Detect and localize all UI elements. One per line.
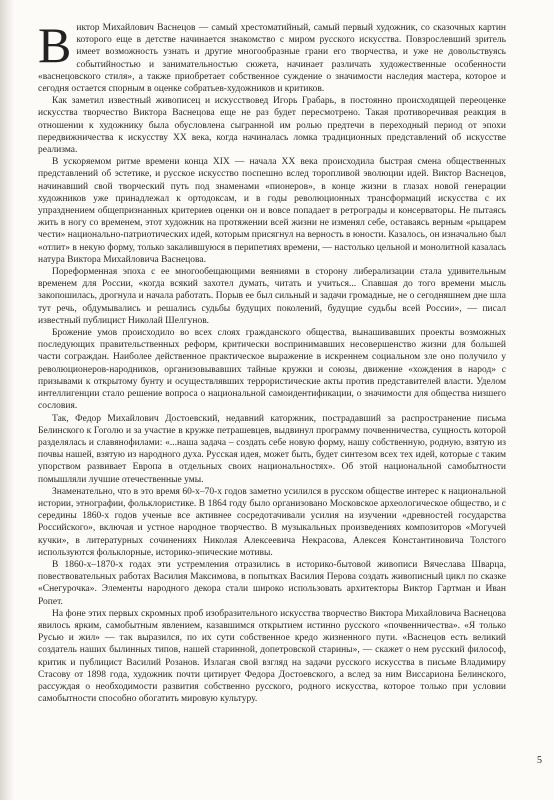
- paragraph-text: иктор Михайлович Васнецов — самый хрестоматийный, самый первый художник, со сказочных картин которого еще в детстве начинается знакомство с миром русского искусства. Повзрослевший зритель имеет возможность узнать и другие многообразные грани его творчества, и уже не довольствуясь событийностью и занимательностью сюжета, начинает различать художественные особенности «васнецовского стиля», а также приобретает собственное суждение о значимости наследия мастера, которое и сегодня остается спорным в оценке собратьев-художников и критиков.: [38, 23, 506, 95]
- paragraph-6: Так, Федор Михайлович Достоевский, недавний каторжник, пострадавший за распространение письма Белинского к Гоголю и за участие в кружке петрашевцев, выдвинул программу почвенничества, сущность которой разделялась и славянофилами: «...наша задача – создать себе новую форму, нашу собственную, родную, взятую из почвы нашей, взятую из народного духа. Русская идея, может быть, будет синтезом всех тех идей, которые с таким упорством развивает Европа в отдельных своих национальностях». Об этой национальной самобытности помышляли лучшие отечественные умы.: [38, 413, 506, 485]
- paragraph-9: На фоне этих первых скромных проб изобразительного искусства творчество Виктора Михайловича Васнецова явилось ярким, самобытным явлением, казавшимся открытием истинно русского «почвенничества». «Я только Русью и жил» — так выразился, по их сути собственное кредо жизненного пути. «Васнецов есть великий создатель наших былинных типов, нашей старинной, допетровской старины», — скажет о нем русский философ, критик и публицист Василий Розанов. Излагая свой взгляд на задачи русского искусства в письме Владимиру Стасову от 1898 года, художник почти цитирует Федора Достоевского, а вслед за ним Виссариона Белинского, рассуждая о необходимости развития собственно русского, родного искусства, которое только при условии самобытности способно обогатить мировую культуру.: [38, 608, 506, 705]
- paragraph-2: Как заметил известный живописец и искусствовед Игорь Грабарь, в постоянно происходящей переоценке искусства творчество Виктора Васнецова еще не раз будет пересмотрено. Такая противоречивая реакция в отношении к художнику была обусловлена сыгранной им ролью предтечи в переходный период от эпохи передвижничества к искусству XX века, когда начиналась ломка традиционных представлений об искусстве реализма.: [38, 96, 506, 156]
- page-number: 5: [537, 755, 542, 766]
- page-spine-shadow: [0, 0, 14, 800]
- paragraph-1: [38, 17, 506, 95]
- paragraph-5: Брожение умов происходило во всех слоях гражданского общества, вынашивавших проекты возможных последующих правительственных реформ, критически воспринимавших несовершенство жизни для большей части сограждан. Наиболее действенное практическое выражение в искреннем социальном зле оно получило у революционеров-народников, организовывавших тайные кружки и союзы, движение «хождения в народ» с призывами к открытому бунту и осуществлявших террористические акты против представителей власти. Уделом интеллигенции стало решение вопроса о национальной самоидентификации, о значимости для общества низшего сословия.: [38, 328, 506, 412]
- paragraph-3: В ускоряемом ритме времени конца XIX — начала XX века происходила быстрая смена общественных представлений об эстетике, и русское искусство поспешно вслед торопливой эволюции идей. Виктор Васнецов, начинавший свой творческий путь под знаменами «пионеров», в конце жизни в глазах новой генерации художников уже принадлежал к ортодоксам, и в годы революционных трансформаций искусства с их упразднением общепризнанных критериев оценки он и вовсе попадает в ретрограды и консерваторы. Не пытаясь жить в ногу со временем, этот художник на протяжении всей жизни не изменял себе, оставаясь верным «рыцарем чести» национально-патриотических идей, которым присягнул на верность в юности. Казалось, он изначально был «отлит» в некую форму, только закалившуюся в перипетиях времени, — настолько цельной и монолитной казалась натура Виктора Михайловича Васнецова.: [38, 157, 506, 265]
- article-body: [38, 17, 506, 705]
- paragraph-7: Знаменательно, что в это время 60-х–70-х годов заметно усилился в русском обществе интерес к национальной истории, этнографии, фольклористике. В 1864 году было организовано Московское археологическое общество, и с середины 1860-х годов ученые все активнее сосредотачивали усилия на изучении «древностей государства Российского», включая и устное народное творчество. В музыкальных произведениях композиторов «Могучей кучки», в литературных сочинениях Николая Алексеевича Некрасова, Алексея Константиновича Толстого используются фольклорные, историко-эпические мотивы.: [38, 486, 506, 558]
- drop-cap: В: [38, 17, 72, 73]
- paragraph-4: Пореформенная эпоха с ее многообещающими веяниями в сторону либерализации стала удивительным временем для России, «когда всякий захотел думать, читать и учиться... Спавшая до того времени мысль закопошилась, дрогнула и начала работать. Порыв ее был сильный и задачи громадные, не о сегодняшнем дне шла тут речь, обдумывались и решались судьбы будущих поколений, будущие судьбы всей России», — писал известный публицист Николай Шелгунов.: [38, 267, 506, 326]
- paragraph-8: В 1860-х–1870-х годах эти устремления отразились в историко-бытовой живописи Вячеслава Шварца, повествовательных работах Василия Максимова, в попытках Василия Перова создать живописный цикл по сказке «Снегурочка». Элементы народного декора стали широко использовать архитекторы Виктор Гартман и Иван Ропет.: [38, 559, 506, 607]
